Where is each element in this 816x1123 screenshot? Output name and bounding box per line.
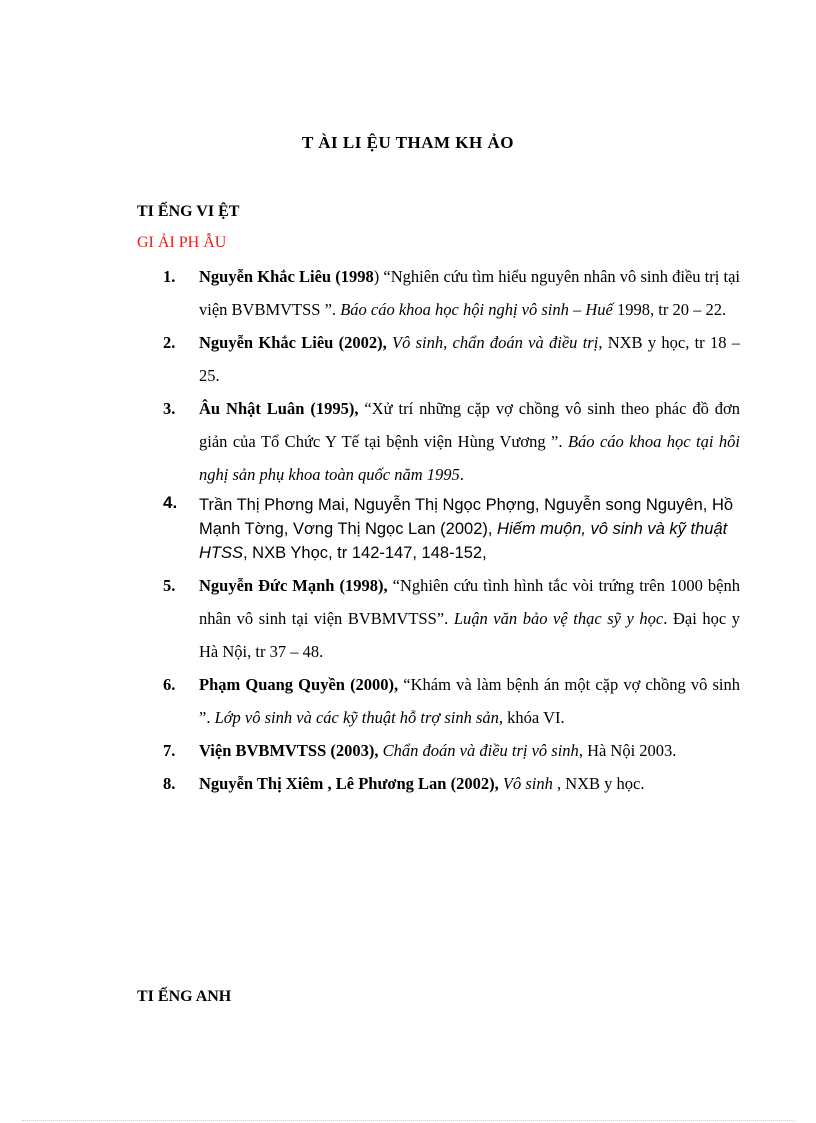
reference-source: Lớp vô sinh và các kỹ thuật hỗ trợ sinh sản bbox=[214, 708, 499, 727]
reference-item bbox=[163, 392, 740, 491]
reference-number: 6. bbox=[163, 675, 176, 694]
reference-tail: , NXB Yhọc, tr 142-147, 148-152, bbox=[243, 544, 487, 562]
reference-tail: . bbox=[459, 465, 464, 484]
reference-tail: , khóa VI. bbox=[498, 708, 565, 727]
reference-number: 1. bbox=[163, 267, 176, 286]
reference-number: 7. bbox=[163, 741, 176, 760]
reference-item bbox=[163, 491, 740, 569]
reference-author: Nguyễn Khắc Liêu (2002), bbox=[199, 333, 387, 352]
reference-text: “Xử trí những cặp vợ chồng vô sinh theo phác đồ đơn giản của Tổ Chức Y Tế tại bệnh viện Hùng Vương ”. bbox=[199, 399, 740, 451]
reference-text: “Nghiên cứu tình hình tắc vòi trứng trên 1000 bệnh nhân vô sinh tại viện BVBMVTSS”. bbox=[199, 576, 740, 628]
reference-text: Trần Thị Phơng Mai, Nguyễn Thị Ngọc Phợng, Nguyễn song Nguyên, Hồ Mạnh Tờng, Vơng Thị Ngọc Lan (2002), bbox=[199, 496, 734, 538]
reference-source: Luận văn bảo vệ thạc sỹ y học bbox=[453, 609, 664, 628]
reference-number: 4. bbox=[163, 493, 178, 512]
reference-author: Nguyễn Đức Mạnh (1998), bbox=[199, 576, 388, 595]
section-heading-vietnamese: TI ẾNG VI ỆT bbox=[137, 203, 240, 220]
page-bottom-rule bbox=[22, 1120, 794, 1121]
reference-source: Vô sinh bbox=[502, 774, 553, 793]
section-heading-english: TI ẾNG ANH bbox=[137, 988, 232, 1005]
reference-item bbox=[163, 668, 740, 734]
reference-number: 5. bbox=[163, 576, 176, 595]
reference-author: Phạm Quang Quyền (2000), bbox=[199, 675, 399, 694]
reference-item bbox=[163, 734, 740, 767]
reference-source: Vô sinh, chẩn đoán và điều trị bbox=[392, 333, 599, 352]
reference-list bbox=[163, 260, 740, 800]
reference-item bbox=[163, 260, 740, 326]
reference-author: Âu Nhật Luân (1995), bbox=[199, 399, 359, 418]
reference-source: Báo cáo khoa học hội nghị vô sinh – Huế bbox=[340, 300, 613, 319]
reference-text: ) “Nghiên cứu tìm hiểu nguyên nhân vô sinh điều trị tại viện BVBMVTSS ”. bbox=[199, 267, 740, 319]
reference-author: Nguyễn Khắc Liêu (1998 bbox=[199, 267, 374, 286]
reference-tail: , Hà Nội 2003. bbox=[578, 741, 677, 760]
reference-author: Viện BVBMVTSS (2003), bbox=[199, 741, 379, 760]
page-title: T ÀI LI ỆU THAM KH ẢO bbox=[301, 133, 515, 152]
reference-text: “Khám và làm bệnh án một cặp vợ chồng vô sinh ”. bbox=[199, 675, 741, 727]
reference-tail: . Đại học y Hà Nội, tr 37 – 48. bbox=[199, 609, 741, 661]
reference-source: Chẩn đoán và điều trị vô sinh bbox=[382, 741, 579, 760]
reference-tail: , NXB y học, tr 18 – 25. bbox=[199, 333, 740, 385]
reference-tail: , NXB y học. bbox=[552, 774, 645, 793]
reference-number: 3. bbox=[163, 399, 176, 418]
reference-number: 2. bbox=[163, 333, 176, 352]
reference-author: Nguyễn Thị Xiêm , Lê Phương Lan (2002), bbox=[199, 774, 499, 793]
reference-number: 8. bbox=[163, 774, 176, 793]
subsection-heading-anatomy: GI ẢI PH ẪU bbox=[137, 234, 227, 251]
reference-source: Hiếm muộn, vô sinh và kỹ thuật HTSS bbox=[199, 520, 728, 562]
reference-item bbox=[163, 326, 740, 392]
reference-tail: 1998, tr 20 – 22. bbox=[612, 300, 727, 319]
reference-item bbox=[163, 569, 740, 668]
reference-source: Báo cáo khoa học tại hôi nghị sản phụ khoa toàn quốc năm 1995 bbox=[199, 432, 740, 484]
reference-item bbox=[163, 767, 740, 800]
